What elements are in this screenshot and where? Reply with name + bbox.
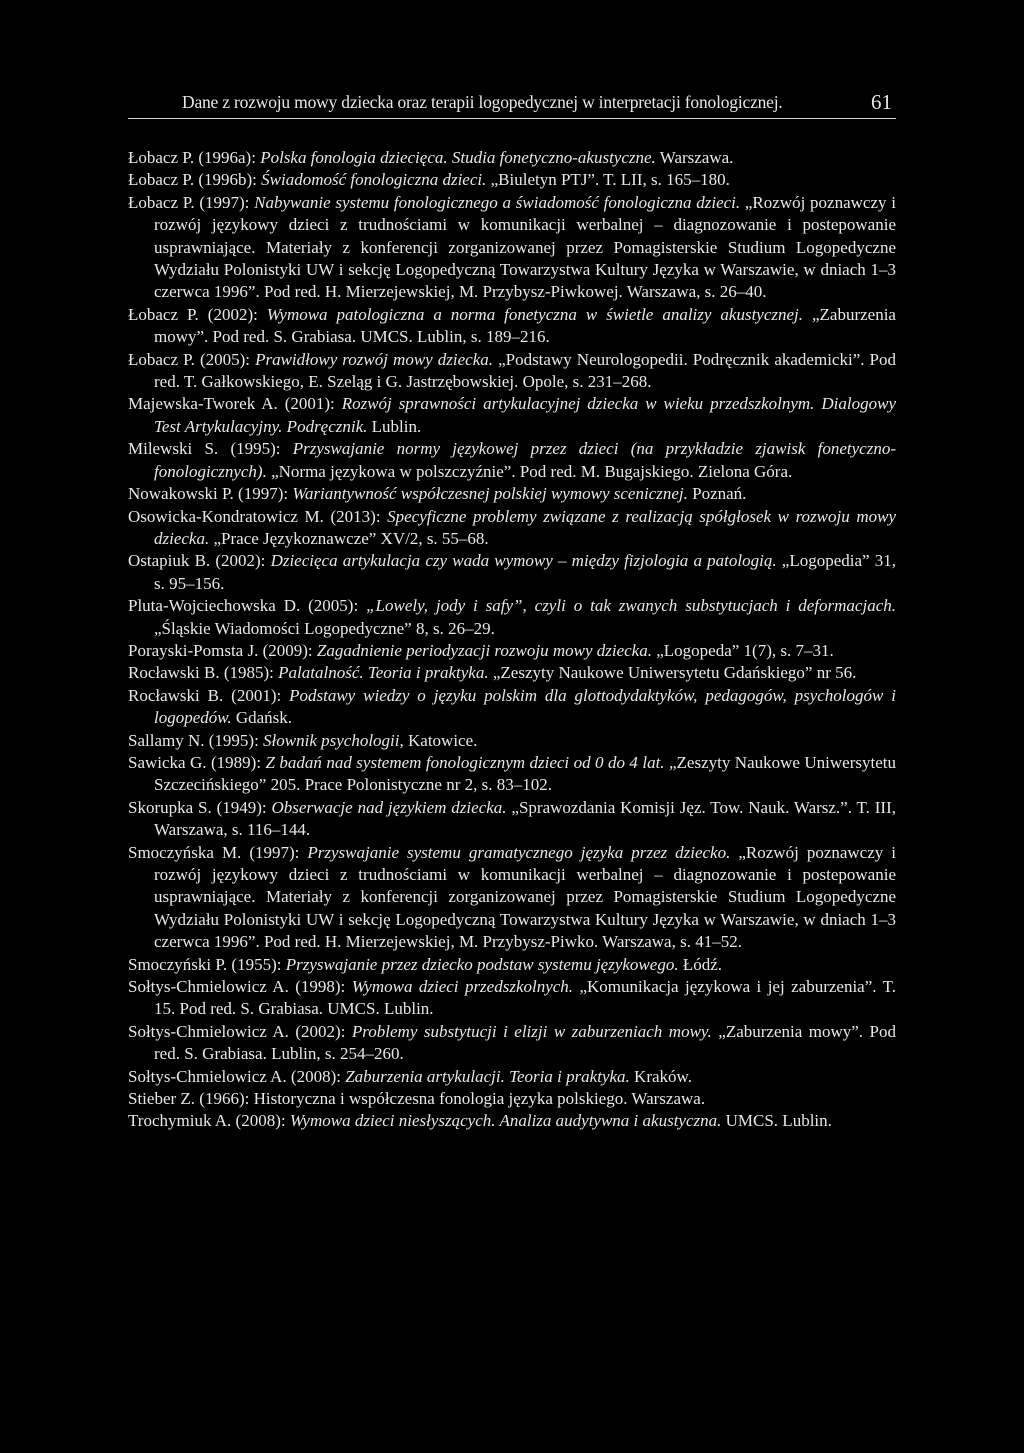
reference-entry: Sołtys-Chmielowicz A. (2008): Zaburzenia artykulacji. Teoria i praktyka. Kraków. [128, 1066, 692, 1086]
reference-entry: Łobacz P. (1996b): Świadomość fonologiczna dzieci. „Biuletyn PTJ”. T. LII, s. 165–180. [128, 170, 730, 190]
page-number: 61 [871, 90, 892, 114]
running-header-title: Dane z rozwoju mowy dziecka oraz terapii logopedycznej w interpretacji fonologicznej. [182, 92, 783, 112]
reference-entry: Łobacz P. (1996a): Polska fonologia dziecięca. Studia fonetyczno-akustyczne. Warszawa. [128, 148, 734, 167]
reference-entry: Smoczyńska M. (1997): Przyswajanie systemu gramatycznego języka przez dziecko. „Rozwój poznawczy i rozwój językowy dzieci z trudnościami w komunikacji werbalnej – diagnozowanie i postepowanie usprawniające. Materiały z konferencji zorganizowanej przez Pomagisterskie Studium Logopedyczne Wydziału Polonistyki UW i sekcję Logopedyczną Towarzystwa Kultury Języka w Warszawie, w dniach 1–3 czerwca 1996”. Pod red. H. Mierzejewskiej, M. Przybysz-Piwko. Warszawa, s. 41–52. [128, 842, 897, 952]
reference-entry: Milewski S. (1995): Przyswajanie normy językowej przez dzieci (na przykładzie zjawisk fonetyczno-fonologicznych). „Norma językowa w polszczyźnie”. Pod red. M. Bugajskiego. Zielona Góra. [128, 439, 896, 481]
reference-entry: Sallamy N. (1995): Słownik psychologii, Katowice. [128, 730, 478, 750]
reference-entry: Sołtys-Chmielowicz A. (1998): Wymowa dzieci przedszkolnych. „Komunikacja językowa i jej zaburzenia”. T. 15. Pod red. S. Grabiasa. UMCS. Lublin. [128, 977, 896, 1019]
reference-entry: Ostapiuk B. (2002): Dziecięca artykulacja czy wada wymowy – między fizjologia a patologią. „Logopedia” 31, s. 95–156. [128, 551, 896, 593]
reference-entry: Stieber Z. (1966): Historyczna i współczesna fonologia języka polskiego. Warszawa. [128, 1089, 706, 1109]
reference-entry: Majewska-Tworek A. (2001): Rozwój sprawności artykulacyjnej dziecka w wieku przedszkolnym. Dialogowy Test Artykulacyjny. Podręcznik. Lublin. [128, 394, 896, 436]
reference-entry: Skorupka S. (1949): Obserwacje nad językiem dziecka. „Sprawozdania Komisji Jęz. Tow. Nauk. Warsz.”. T. III, Warszawa, s. 116–144. [128, 797, 896, 840]
reference-entry: Smoczyński P. (1955): Przyswajanie przez dziecko podstaw systemu językowego. Łódź. [128, 954, 723, 974]
reference-entry: Trochymiuk A. (2008): Wymowa dzieci niesłyszących. Analiza audytywna i akustyczna. UMCS. Lublin. [128, 1111, 832, 1131]
reference-entry: Łobacz P. (2005): Prawidłowy rozwój mowy dziecka. „Podstawy Neurologopedii. Podręcznik akademicki”. Pod red. T. Gałkowskiego, E. Szeląg i G. Jastrzębowskiej. Opole, s. 231–268. [128, 349, 897, 392]
reference-entry: Łobacz P. (1997): Nabywanie systemu fonologicznego a świadomość fonologiczna dzieci. „Rozwój poznawczy i rozwój językowy dzieci z trudnościami w komunikacji werbalnej – diagnozowanie i postepowanie usprawniające. Materiały z konferencji zorganizowanej przez Pomagisterskie Studium Logopedyczne Wydziału Polonistyki UW i sekcję Logopedyczną Towarzystwa Kultury Języka w Warszawie, w dniach 1–3 czerwca 1996”. Pod red. H. Mierzejewskiej, M. Przybysz-Piwkowej. Warszawa, s. 26–40. [128, 192, 896, 302]
reference-entry: Nowakowski P. (1997): Wariantywność współczesnej polskiej wymowy scenicznej. Poznań. [128, 484, 747, 504]
reference-entry: Sołtys-Chmielowicz A. (2002): Problemy substytucji i elizji w zaburzeniach mowy. „Zaburzenia mowy”. Pod red. S. Grabiasa. Lublin, s. 254–260. [128, 1021, 896, 1064]
running-header [128, 88, 896, 119]
reference-entry: Osowicka-Kondratowicz M. (2013): Specyficzne problemy związane z realizacją spółgłosek w rozwoju mowy dziecka. „Prace Językoznawcze” XV/2, s. 55–68. [128, 506, 896, 548]
reference-entry: Rocławski B. (1985): Palatalność. Teoria i praktyka. „Zeszyty Naukowe Uniwersytetu Gdańskiego” nr 56. [128, 663, 857, 683]
reference-entry: Rocławski B. (2001): Podstawy wiedzy o języku polskim dla glottodydaktyków, pedagogów, psychologów i logopedów. Gdańsk. [128, 685, 896, 728]
reference-entry: Porayski-Pomsta J. (2009): Zagadnienie periodyzacji rozwoju mowy dziecka. „Logopeda” 1(7), s. 7–31. [128, 640, 834, 660]
bibliography-list [128, 147, 896, 1133]
reference-entry: Sawicka G. (1989): Z badań nad systemem fonologicznym dzieci od 0 do 4 lat. „Zeszyty Naukowe Uniwersytetu Szczecińskiego” 205. Prace Polonistyczne nr 2, s. 83–102. [128, 752, 896, 795]
reference-entry: Pluta-Wojciechowska D. (2005): „Lowely, jody i safy”, czyli o tak zwanych substytucjach i deformacjach. „Śląskie Wiadomości Logopedyczne” 8, s. 26–29. [128, 596, 896, 638]
reference-entry: Łobacz P. (2002): Wymowa patologiczna a norma fonetyczna w świetle analizy akustycznej. „Zaburzenia mowy”. Pod red. S. Grabiasa. UMCS. Lublin, s. 189–216. [128, 304, 896, 347]
